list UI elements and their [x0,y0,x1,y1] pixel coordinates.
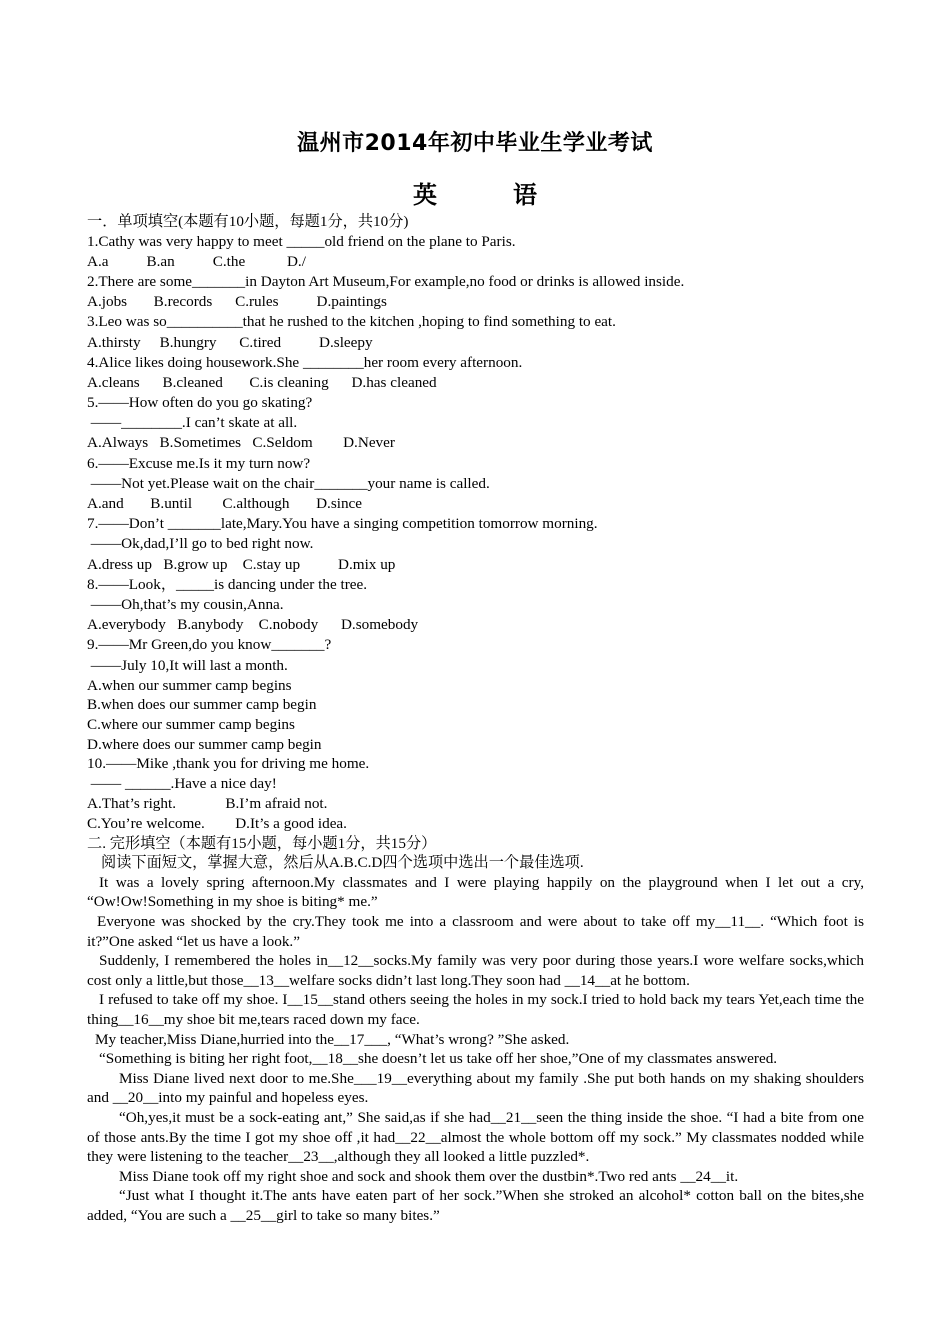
exam-title: 温州市2014年初中毕业生学业考试 [297,131,653,156]
dialogue-line: ——Oh,that’s my cousin,Anna. [87,595,284,613]
question-line: 4.Alice likes doing housework.She ________her room every afternoon. [87,353,523,371]
question-line: 2.There are some_______in Dayton Art Museum,For example,no food or drinks is allowed inside. [87,272,685,290]
option-line: A.everybody B.anybody C.nobody D.somebody [87,616,419,634]
question-line: 9.——Mr Green,do you know_______? [87,636,332,654]
option-line: B.when does our summer camp begin [87,696,317,714]
question-line: 8.——Look，_____is dancing under the tree. [87,575,368,593]
option-line: A.and B.until C.although D.since [87,495,363,513]
section1-heading: 一．单项填空(本题有10小题，每题1分，共10分) [87,213,409,230]
question-line: 6.——Excuse me.Is it my turn now? [87,454,311,472]
passage-paragraph: My teacher,Miss Diane,hurried into the__17___, “What’s wrong? ”She asked. [95,1030,570,1048]
question-line: 3.Leo was so__________that he rushed to the kitchen ,hoping to find something to eat. [87,313,616,331]
dialogue-line: ——________.I can’t skate at all. [87,414,298,432]
dialogue-line: ——Not yet.Please wait on the chair_______your name is called. [87,474,490,492]
option-line: A.a B.an C.the D./ [87,252,306,270]
passage-paragraph: “Oh,yes,it must be a sock-eating ant,” She said,as if she had__21__seen the thing inside the shoe. “I had a bite from one of those ants.By the time I got my shoe off ,it had__22__almost the whole bottom off my sock.” My classmates nodded while they were listening to the teacher__23__,although they all looked a little puzzled*. [87,1108,864,1166]
exam-content [87,212,864,1226]
section2-heading: 二. 完形填空（本题有15小题，每小题1分，共15分） [87,834,437,852]
option-line: D.where does our summer camp begin [87,735,322,753]
option-line: A.when our summer camp begins [87,676,292,694]
passage-paragraph: “Just what I thought it.The ants have eaten part of her sock.”When she stroked an alcohol* cotton ball on the bites,she added, “You are such a __25__girl to take so many bites.” [87,1187,864,1224]
passage-paragraph: Suddenly, I remembered the holes in__12__socks.My family was very poor during those years.I wore welfare socks,which cost only a little,but those__13__welfare socks didn’t last long.They soon had __14__at he bottom. [87,952,864,989]
option-line: A.That’s right. B.I’m afraid not. [87,795,328,813]
option-line: C.where our summer camp begins [87,715,295,733]
question-line: 5.——How often do you go skating? [87,394,313,412]
option-line: A.jobs B.records C.rules D.paintings [87,293,387,311]
passage-paragraph: I refused to take off my shoe. I__15__stand others seeing the holes in my sock.I tried to hold back my tears Yet,each time the thing__16__my shoe bit me,tears raced down my face. [87,991,864,1028]
subject-title: 英 语 [413,181,563,209]
passage-paragraph: Miss Diane took off my right shoe and sock and shook them over the dustbin*.Two red ants __24__it. [119,1167,739,1185]
passage-paragraph: Everyone was shocked by the cry.They took me into a classroom and were about to take off my__11__. “Which foot is it?”One asked “let us have a look.” [87,913,864,950]
section2-instruction: 阅读下面短文，掌握大意，然后从A.B.C.D四个选项中选出一个最佳选项. [101,854,584,872]
option-line: A.Always B.Sometimes C.Seldom D.Never [87,434,395,452]
passage-paragraph: Miss Diane lived next door to me.She___19__everything about my family .She put both hands on my shaking shoulders and __20__into my painful and hopeless eyes. [87,1069,864,1107]
option-line: A.cleans B.cleaned C.is cleaning D.has cleaned [87,373,437,391]
question-line: 10.——Mike ,thank you for driving me home. [87,755,370,773]
passage-paragraph: “Something is biting her right foot,__18__she doesn’t let us take off her shoe,”One of my classmates answered. [99,1050,778,1068]
passage-paragraph: It was a lovely spring afternoon.My classmates and I were playing happily on the playground when I let out a cry, “Ow!Ow!Something in my shoe is biting* me.” [87,873,864,911]
option-line: A.thirsty B.hungry C.tired D.sleepy [87,333,373,351]
question-line: 7.——Don’t _______late,Mary.You have a singing competition tomorrow morning. [87,515,598,533]
option-line: A.dress up B.grow up C.stay up D.mix up [87,555,396,573]
dialogue-line: ——July 10,It will last a month. [87,656,288,674]
dialogue-line: —— ______.Have a nice day! [87,775,277,793]
option-line: C.You’re welcome. D.It’s a good idea. [87,815,347,833]
cloze-passage [87,873,864,1226]
dialogue-line: ——Ok,dad,I’ll go to bed right now. [87,535,314,553]
question-line: 1.Cathy was very happy to meet _____old friend on the plane to Paris. [87,232,516,250]
section1-questions [87,232,864,834]
